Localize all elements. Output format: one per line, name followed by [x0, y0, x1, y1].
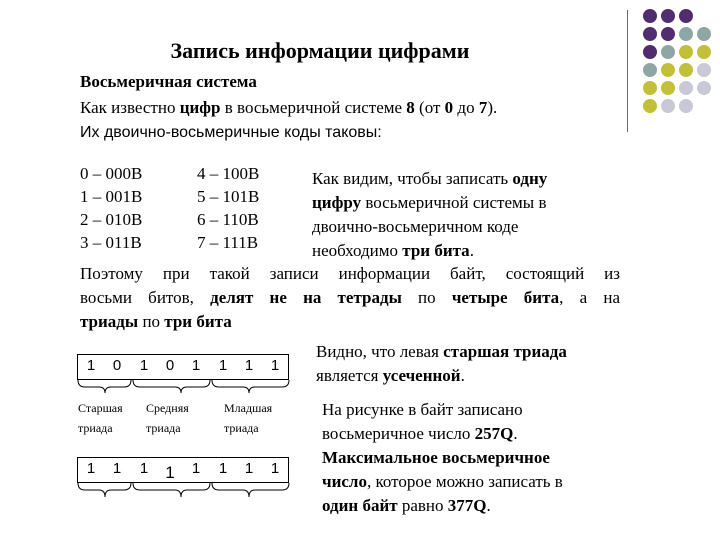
bit-cell: 1: [270, 460, 280, 477]
page-title: Запись информации цифрами: [170, 38, 470, 63]
label-triad: триада: [78, 421, 113, 435]
bit-cell: 1: [86, 460, 96, 477]
byte-cells-257q: [77, 354, 289, 380]
code-item: 2 – 010B: [80, 210, 143, 229]
note-three-bits: Как видим, чтобы записать одну цифру восьмеричной системы в двоично-восьмеричном коде необходимо три бита.: [312, 169, 548, 260]
heading-octal-system: Восьмеричная система: [80, 72, 257, 91]
bit-cell: 1: [139, 460, 149, 477]
bit-cell: 1: [139, 357, 149, 374]
triad-braces-top: [77, 378, 291, 398]
decorative-dots: [633, 9, 713, 129]
label-senior: Старшая: [78, 401, 123, 415]
label-triad: триада: [146, 421, 181, 435]
note-truncated-triad: Видно, что левая старшая триада является усеченной.: [316, 342, 567, 385]
code-item: 4 – 100B: [197, 164, 260, 183]
bit-cell: 1: [244, 357, 254, 374]
intro-line-codes: Их двоично-восьмеричные коды таковы:: [80, 124, 382, 141]
bit-cell: 1: [244, 460, 254, 477]
byte-cells-377q: [77, 457, 289, 483]
code-item: 7 – 111B: [197, 233, 259, 252]
bit-cell: 1: [218, 460, 228, 477]
bit-cell: 1: [218, 357, 228, 374]
bit-cell: 1: [86, 357, 96, 374]
code-item: 6 – 110B: [197, 210, 259, 229]
note-max-octal: На рисунке в байт записано восьмеричное число 257Q. Максимальное восьмеричное число, которое можно записать в один байт равно 377Q.: [322, 400, 563, 515]
bit-cell: 0: [112, 357, 122, 374]
label-triad: триада: [224, 421, 259, 435]
intro-line-digits: Как известно цифр в восьмеричной системе 8 (от 0 до 7).: [80, 98, 498, 117]
codes-left-column: [80, 164, 142, 256]
label-junior: Младшая: [224, 401, 273, 415]
code-item: 0 – 000B: [80, 164, 143, 183]
code-item: 3 – 011B: [80, 233, 142, 252]
code-item: 1 – 001B: [80, 187, 143, 206]
bit-cell: 1: [191, 357, 201, 374]
bit-cell: 1: [112, 460, 122, 477]
bit-cell: 1: [270, 357, 280, 374]
codes-right-column: [197, 164, 259, 256]
label-middle: Средняя: [146, 401, 189, 415]
bit-cell: 1: [191, 460, 201, 477]
code-item: 5 – 101B: [197, 187, 260, 206]
paragraph-triads: Поэтому при такой записи информации байт, состоящий из восьми битов, делят не на тетрады по четыре бита, а на триады по три бита: [80, 264, 620, 331]
triad-braces-bottom: [77, 481, 291, 503]
bit-cell: 0: [165, 357, 175, 374]
bit-cell: 1: [165, 463, 175, 482]
decorative-vertical-line: [627, 10, 628, 132]
